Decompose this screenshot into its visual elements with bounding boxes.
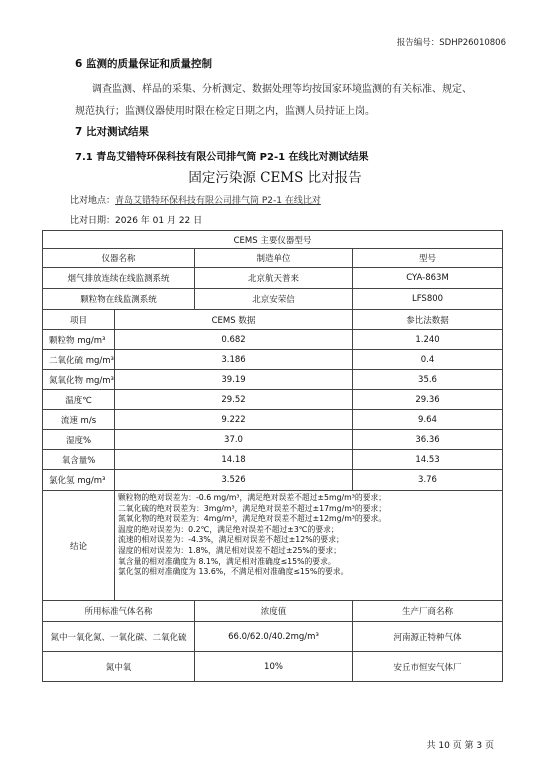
conclusion-line: 氯化氢的相对准确度为 13.6%，不满足相对准确度≤15%的要求。 <box>118 567 349 577</box>
subsection-title: 7.1 青岛艾错特环保科技有限公司排气筒 P2-1 在线比对测试结果 <box>75 152 369 163</box>
section-6-paragraph-line2: 规范执行；监测仪器使用时限在检定日期之内，监测人员持证上岗。 <box>75 106 375 117</box>
col-manufacturer: 制造单位 <box>195 249 353 268</box>
item-name: 湿度% <box>43 430 115 450</box>
table-row <box>43 470 503 491</box>
gas-name: 氮中一氧化氮、一氧化碳、二氧化硫 <box>43 622 195 652</box>
report-number: 报告编号：SDHP26010806 <box>396 38 506 48</box>
reference-value: 35.6 <box>353 370 503 390</box>
item-name: 氮氧化物 mg/m³ <box>43 370 115 390</box>
cems-comparison-table <box>42 230 503 682</box>
item-name: 二氧化硫 mg/m³ <box>43 350 115 370</box>
instrument-maker: 北京安荣信 <box>195 289 353 310</box>
reference-value: 9.64 <box>353 410 503 430</box>
comparison-date <box>70 213 202 226</box>
item-name: 流速 m/s <box>43 410 115 430</box>
col-model: 型号 <box>353 249 503 268</box>
table-row <box>43 410 503 430</box>
cems-value: 9.222 <box>115 410 353 430</box>
conclusion-label: 结论 <box>43 491 115 601</box>
cems-value: 14.18 <box>115 450 353 470</box>
section-7-title: 7 比对测试结果 <box>75 126 149 138</box>
conclusion-line: 流速的相对误差为：-4.3%，满足相对误差不超过±12%的要求； <box>118 535 344 545</box>
conclusion-row <box>43 491 503 601</box>
item-name: 氧含量% <box>43 450 115 470</box>
table-row <box>43 289 503 310</box>
table-row <box>43 652 503 682</box>
gas-vendor: 河南源正特种气体 <box>353 622 503 652</box>
col-instrument-name: 仪器名称 <box>43 249 195 268</box>
conclusion-line: 颗粒物的绝对误差为：-0.6 mg/m³，满足绝对误差不超过±5mg/m³的要求； <box>118 493 387 502</box>
reference-value: 36.36 <box>353 430 503 450</box>
cems-value: 3.186 <box>115 350 353 370</box>
section-6-title: 6 监测的质量保证和质量控制 <box>75 58 212 70</box>
table-row <box>43 350 503 370</box>
col-reference-data: 参比法数据 <box>353 310 503 330</box>
conclusion-line: 温度的绝对误差为：0.2℃，满足绝对误差不超过±3℃的要求； <box>118 524 339 534</box>
col-concentration: 浓度值 <box>195 601 353 622</box>
cems-value: 29.52 <box>115 390 353 410</box>
cems-value: 0.682 <box>115 330 353 350</box>
comparison-location <box>70 193 321 206</box>
page-footer: 共 10 页 第 3 页 <box>426 741 494 751</box>
reference-value: 14.53 <box>353 450 503 470</box>
col-vendor: 生产厂商名称 <box>353 601 503 622</box>
col-standard-gas: 所用标准气体名称 <box>43 601 195 622</box>
item-name: 温度℃ <box>43 390 115 410</box>
date-value: 2026 年 01 月 22 日 <box>115 216 203 226</box>
table-row <box>43 622 503 652</box>
reference-value: 3.76 <box>353 470 503 491</box>
gas-name: 氮中氧 <box>43 652 195 682</box>
col-item: 项目 <box>43 310 115 330</box>
report-main-title: 固定污染源 CEMS 比对报告 <box>188 170 362 186</box>
cems-value: 37.0 <box>115 430 353 450</box>
table-row <box>43 370 503 390</box>
instrument-model: LFS800 <box>353 289 503 310</box>
gas-concentration: 10% <box>195 652 353 682</box>
reference-value: 29.36 <box>353 390 503 410</box>
conclusion-text <box>115 491 503 601</box>
table-row <box>43 268 503 289</box>
instrument-maker: 北京航天普来 <box>195 268 353 289</box>
col-cems-data: CEMS 数据 <box>115 310 353 330</box>
instrument-name: 烟气排放连续在线监测系统 <box>43 268 195 289</box>
item-name: 颗粒物 mg/m³ <box>43 330 115 350</box>
conclusion-line: 湿度的相对误差为：1.8%，满足相对误差不超过±25%的要求； <box>118 545 341 555</box>
conclusion-line: 氮氧化物的绝对误差为：4mg/m³，满足绝对误差不超过±12mg/m³的要求。 <box>118 514 387 524</box>
cems-header: CEMS 主要仪器型号 <box>43 231 503 249</box>
table-row <box>43 450 503 470</box>
section-6-paragraph-line1: 调查监测、样品的采集、分析测定、数据处理等均按国家环境监测的有关标准、规定、 <box>92 84 472 95</box>
cems-value: 3.526 <box>115 470 353 491</box>
reference-value: 0.4 <box>353 350 503 370</box>
gas-concentration: 66.0/62.0/40.2mg/m³ <box>195 622 353 652</box>
date-label: 比对日期： <box>70 216 116 226</box>
table-row <box>43 430 503 450</box>
reference-value: 1.240 <box>353 330 503 350</box>
location-value: 青岛艾错特环保科技有限公司排气筒 P2-1 在线比对 <box>115 196 321 206</box>
conclusion-line: 二氧化硫的绝对误差为：3mg/m³，满足绝对误差不超过±17mg/m³的要求； <box>118 503 387 513</box>
location-label: 比对地点： <box>70 196 116 206</box>
instrument-name: 颗粒物在线监测系统 <box>43 289 195 310</box>
item-name: 氯化氢 mg/m³ <box>43 470 115 491</box>
table-row <box>43 390 503 410</box>
cems-value: 39.19 <box>115 370 353 390</box>
conclusion-line: 氧含量的相对准确度为 8.1%，满足相对准确度≤15%的要求。 <box>118 556 336 566</box>
gas-vendor: 安丘市恒安气体厂 <box>353 652 503 682</box>
table-row <box>43 330 503 350</box>
instrument-model: CYA-863M <box>353 268 503 289</box>
